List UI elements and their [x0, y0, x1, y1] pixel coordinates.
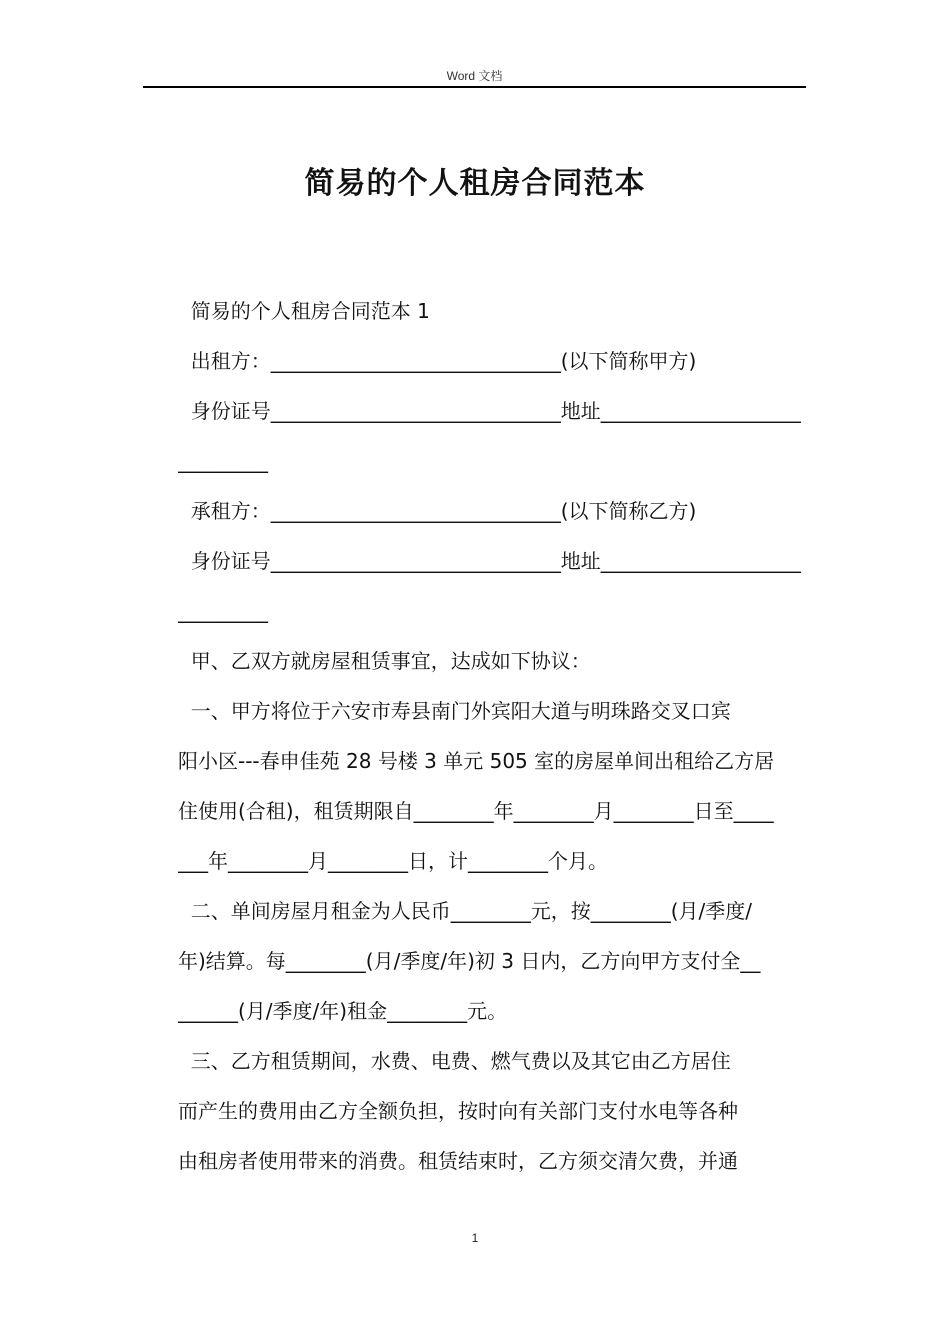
body-line: _________ [178, 449, 268, 473]
body-line: 甲、乙双方就房屋租赁事宜，达成如下协议： [178, 649, 591, 673]
body-line: 年)结算。每________(月/季度/年)初 3 日内，乙方向甲方支付全__ [178, 949, 761, 973]
body-line: 由租房者使用带来的消费。租赁结束时，乙方须交清欠费，并通 [178, 1149, 738, 1173]
body-line: ___年________月________日，计________个月。 [178, 849, 608, 873]
page-header: Word 文档 [446, 69, 503, 83]
body-line: 身份证号_____________________________地址____________________ [178, 399, 801, 423]
body-line: 住使用(合租)，租赁期限自________年________月________日至____ [178, 799, 774, 823]
body-line: 承租方：_____________________________(以下简称乙方) [178, 499, 697, 523]
document-title: 简易的个人租房合同范本 [304, 166, 646, 201]
body-line: 而产生的费用由乙方全额负担，按时向有关部门支付水电等各种 [178, 1099, 738, 1123]
body-line: 二、单间房屋月租金为人民币________元，按________(月/季度/ [178, 899, 752, 923]
body-line: 出租方：_____________________________(以下简称甲方) [178, 349, 697, 373]
body-line: 简易的个人租房合同范本 1 [178, 299, 430, 323]
body-line: ______(月/季度/年)租金________元。 [178, 999, 508, 1023]
header-divider [143, 86, 806, 88]
document-body [178, 286, 810, 1186]
body-line: 阳小区---春申佳苑 28 号楼 3 单元 505 室的房屋单间出租给乙方居 [178, 749, 775, 773]
body-line: 一、甲方将位于六安市寿县南门外宾阳大道与明珠路交叉口宾 [178, 699, 731, 723]
body-line: _________ [178, 599, 268, 623]
body-line: 三、乙方租赁期间，水费、电费、燃气费以及其它由乙方居住 [178, 1049, 731, 1073]
body-line: 身份证号_____________________________地址____________________ [178, 549, 801, 573]
page-number: 1 [471, 1231, 479, 1245]
